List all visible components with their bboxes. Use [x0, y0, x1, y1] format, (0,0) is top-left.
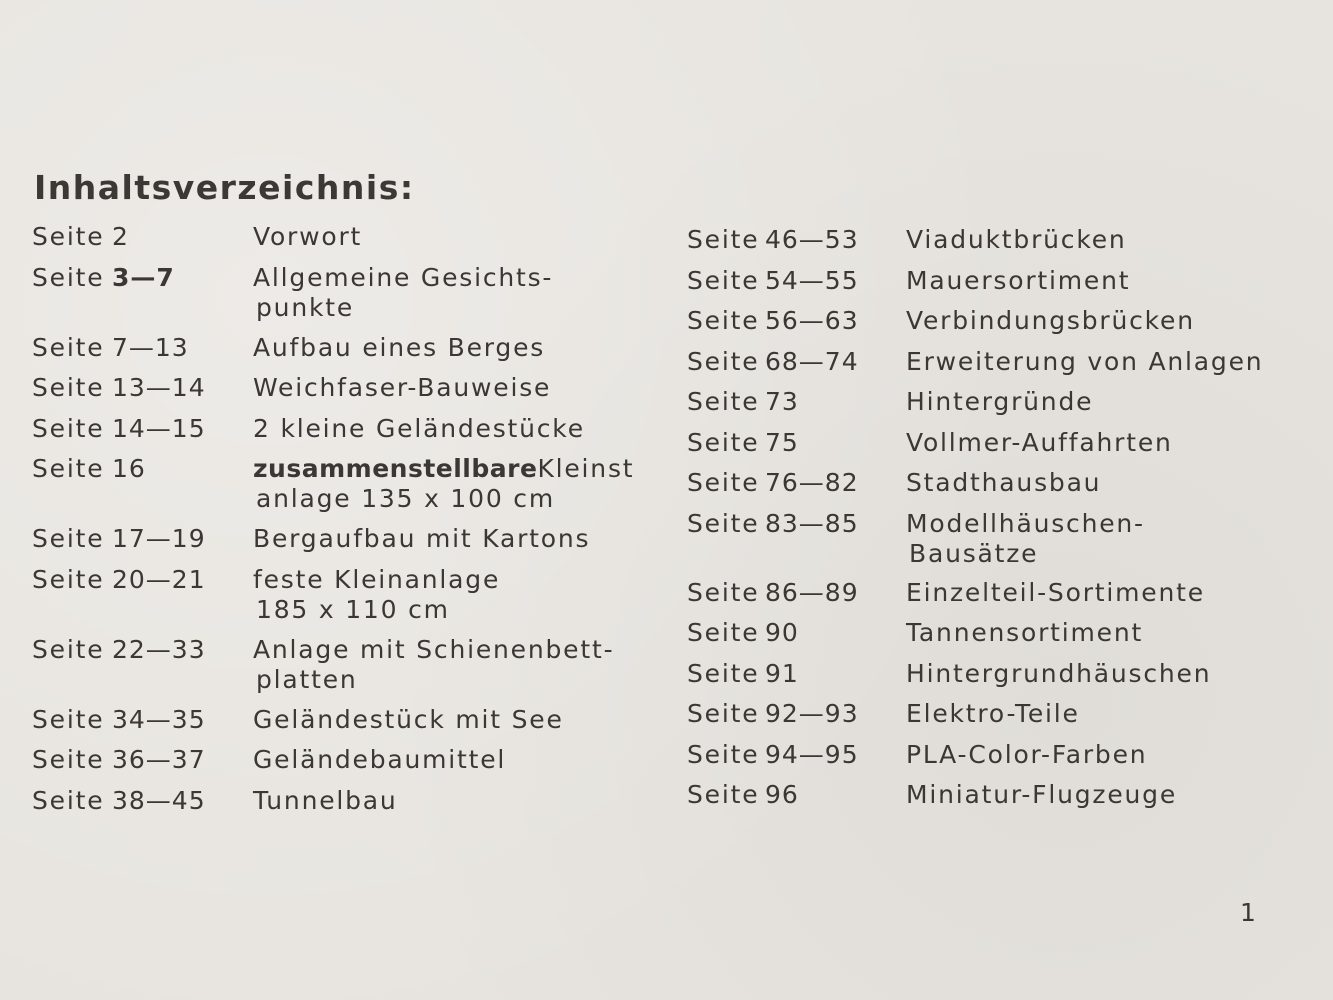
entry-topic-line: Hintergründe — [906, 387, 1094, 416]
entry-page-range: 96 — [765, 780, 799, 809]
entry-page-range: 46—53 — [765, 225, 859, 254]
entry-page-label: Seite — [687, 225, 760, 254]
page-number: 1 — [1240, 898, 1256, 927]
entry-topic-line: Vollmer-Auffahrten — [906, 427, 1173, 457]
entry-page-range: 83—85 — [765, 508, 859, 538]
entry-topic — [253, 222, 362, 252]
toc-entry — [32, 524, 632, 565]
entry-topic — [906, 699, 1080, 729]
entry-topic-line: Miniatur-Flugzeuge — [906, 780, 1178, 809]
toc-entry — [687, 578, 1307, 619]
entry-topic-line: anlage 135 x 100 cm — [256, 484, 555, 513]
entry-page-label: Seite — [687, 658, 760, 688]
entry-page-label: Seite — [687, 780, 760, 809]
entry-topic-line: Geländestück mit See — [253, 704, 564, 734]
toc-entry — [32, 635, 632, 705]
entry-page-label: Seite — [32, 222, 105, 251]
entry-page-label: Seite — [32, 332, 105, 362]
entry-topic — [253, 745, 506, 775]
entry-topic — [906, 428, 1173, 458]
toc-entry — [32, 705, 632, 746]
entry-topic-line: PLA-Color-Farben — [906, 739, 1148, 769]
entry-page-label: Seite — [687, 346, 760, 376]
entry-topic-line: Weichfaser-Bauweise — [253, 373, 552, 402]
entry-page-label: Seite — [32, 524, 105, 553]
entry-page-range: 36—37 — [112, 745, 206, 774]
entry-page-range: 76—82 — [765, 468, 859, 497]
entry-topic-line: Bausätze — [909, 538, 1039, 568]
toc-entry — [687, 659, 1307, 700]
toc-entry — [687, 225, 1307, 266]
entry-topic-line — [253, 454, 634, 484]
entry-page-range: 73 — [765, 387, 799, 416]
toc-entry — [32, 263, 632, 333]
entry-topic — [906, 347, 1263, 377]
toc-entry — [687, 780, 1307, 821]
entry-topic — [906, 618, 1143, 648]
entry-topic-line: Stadthausbau — [906, 468, 1102, 497]
entry-page-range: 20—21 — [112, 564, 206, 594]
entry-page-label: Seite — [687, 468, 760, 497]
entry-page-label: Seite — [687, 265, 760, 295]
entry-topic — [253, 705, 564, 735]
entry-page-label: Seite — [32, 564, 105, 594]
entry-topic-line: Mauersortiment — [906, 265, 1131, 295]
entry-topic-line: 185 x 110 cm — [256, 594, 450, 624]
entry-topic-line: Bergaufbau mit Kartons — [253, 524, 591, 553]
toc-entry — [32, 565, 632, 635]
entry-page-range: 86—89 — [765, 577, 859, 607]
toc-entry — [687, 347, 1307, 388]
entry-topic — [906, 306, 1195, 336]
entry-page-label: Seite — [687, 739, 760, 769]
toc-entry — [687, 509, 1307, 578]
toc-entry — [687, 428, 1307, 469]
entry-topic — [253, 333, 545, 363]
entry-page-range: 14—15 — [112, 413, 206, 443]
entry-topic-line: Vorwort — [253, 222, 363, 251]
entry-page-range: 68—74 — [765, 346, 859, 376]
entry-topic-line: Tannensortiment — [906, 618, 1144, 647]
entry-topic — [253, 373, 551, 403]
entry-topic — [906, 780, 1177, 810]
entry-page-label: Seite — [687, 306, 760, 335]
entry-topic — [906, 740, 1147, 770]
entry-page-range: 90 — [765, 618, 799, 647]
toc-entry — [32, 222, 632, 263]
entry-page-range: 38—45 — [112, 785, 206, 815]
entry-page-range: 22—33 — [112, 634, 206, 664]
entry-page-label: Seite — [32, 454, 105, 483]
entry-topic — [253, 414, 585, 444]
entry-page-label: Seite — [687, 387, 760, 416]
toc-entry — [687, 468, 1307, 509]
entry-page-label: Seite — [32, 413, 105, 443]
entry-topic — [906, 266, 1130, 296]
entry-page-label: Seite — [687, 577, 760, 607]
entry-page-range: 17—19 — [112, 524, 206, 553]
entry-topic-line: feste Kleinanlage — [253, 564, 501, 594]
entry-topic — [906, 387, 1093, 417]
entry-page-range: 54—55 — [765, 265, 859, 295]
entry-topic-line: Aufbau eines Berges — [253, 332, 546, 362]
entry-topic-line: Hintergrundhäuschen — [906, 658, 1212, 688]
entry-page-range: 56—63 — [765, 306, 859, 335]
entry-page-range: 75 — [765, 427, 799, 457]
entry-page-label: Seite — [687, 427, 760, 457]
toc-left-column — [32, 222, 635, 826]
entry-topic — [253, 454, 634, 514]
entry-page-label: Seite — [32, 634, 105, 664]
entry-topic-line: Verbindungsbrücken — [906, 306, 1195, 335]
entry-topic-line: Anlage mit Schienenbett- — [253, 634, 615, 664]
entry-page-label: Seite — [32, 785, 105, 815]
entry-topic — [906, 509, 1145, 569]
toc-entry — [32, 333, 632, 374]
toc-entry — [32, 454, 635, 524]
entry-page-range: 3—7 — [112, 262, 175, 292]
entry-topic — [906, 225, 1127, 255]
entry-topic-line: punkte — [256, 292, 355, 322]
entry-topic-emphasis: zusammenstellbare — [253, 454, 538, 483]
entry-topic — [253, 565, 500, 625]
toc-entry — [687, 266, 1307, 307]
entry-page-label: Seite — [32, 373, 105, 402]
toc-entry — [687, 740, 1307, 781]
entry-topic-line: Tunnelbau — [253, 785, 398, 815]
entry-topic-line: Erweiterung von Anlagen — [906, 346, 1264, 376]
entry-topic — [906, 659, 1211, 689]
page-title: Inhaltsverzeichnis: — [34, 168, 415, 207]
toc-entry — [32, 414, 632, 455]
entry-topic — [253, 635, 614, 695]
toc-entry — [687, 387, 1307, 428]
entry-topic-line: Geländebaumittel — [253, 745, 507, 774]
toc-entry — [32, 745, 632, 786]
entry-page-range: 94—95 — [765, 739, 859, 769]
entry-topic-line: Elektro-Teile — [906, 699, 1080, 728]
entry-topic-line: 2 kleine Geländestücke — [253, 413, 585, 443]
toc-entry — [32, 373, 632, 414]
entry-topic-line: Viaduktbrücken — [906, 225, 1127, 254]
entry-page-range: 2 — [112, 222, 129, 251]
entry-page-range: 16 — [112, 454, 146, 483]
entry-topic — [253, 263, 553, 323]
toc-entry — [687, 306, 1307, 347]
entry-topic — [253, 786, 398, 816]
toc-right-column — [687, 225, 1307, 821]
entry-topic — [906, 468, 1101, 498]
entry-page-label: Seite — [32, 262, 105, 292]
toc-entry — [687, 618, 1307, 659]
entry-page-range: 91 — [765, 658, 799, 688]
entry-topic — [253, 524, 590, 554]
entry-page-label: Seite — [32, 745, 105, 774]
entry-page-range: 92—93 — [765, 699, 859, 728]
entry-page-label: Seite — [32, 704, 105, 734]
toc-entry — [687, 699, 1307, 740]
entry-topic-line: platten — [256, 664, 358, 694]
entry-page-range: 7—13 — [112, 332, 189, 362]
entry-topic-text: Kleinst — [537, 454, 635, 483]
entry-page-range: 13—14 — [112, 373, 206, 402]
toc-entry — [32, 786, 632, 827]
entry-page-label: Seite — [687, 508, 760, 538]
entry-page-range: 34—35 — [112, 704, 206, 734]
entry-topic-line: Einzelteil-Sortimente — [906, 577, 1205, 607]
entry-page-label: Seite — [687, 699, 760, 728]
entry-topic-line: Allgemeine Gesichts- — [253, 262, 554, 292]
entry-topic — [906, 578, 1205, 608]
entry-page-label: Seite — [687, 618, 760, 647]
entry-topic-line: Modellhäuschen- — [906, 508, 1145, 538]
